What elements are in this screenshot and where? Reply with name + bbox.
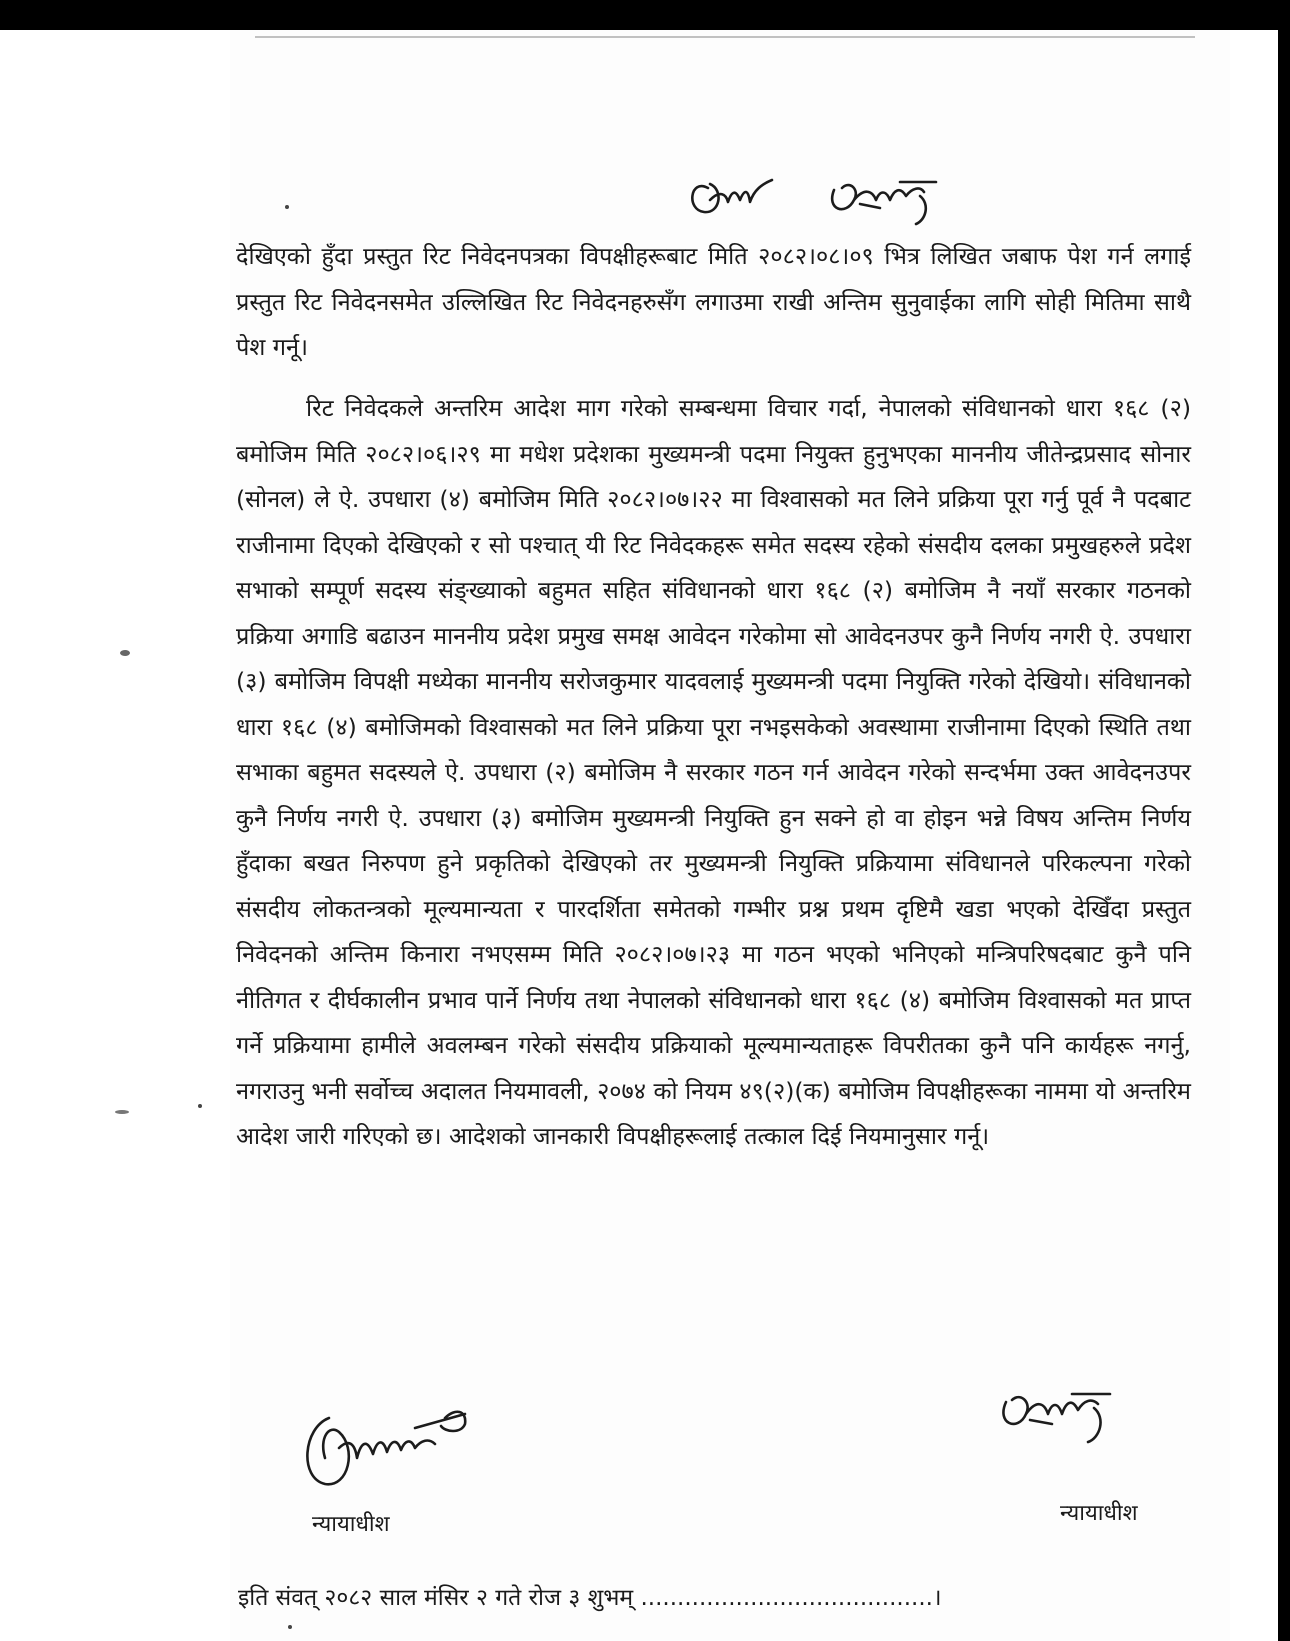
right-judge-label: न्यायाधीश xyxy=(1060,1501,1138,1526)
top-initial-signature-2 xyxy=(820,160,950,240)
closing-date-line: इति संवत् २०८२ साल मंसिर २ गते रोज ३ शुभम् ........................................। xyxy=(238,1585,942,1611)
scan-speck xyxy=(198,1104,202,1108)
scan-top-border xyxy=(0,0,1290,30)
scan-speck xyxy=(285,205,289,209)
scan-right-border xyxy=(1278,0,1290,1641)
scan-speck xyxy=(288,1625,292,1629)
right-judge-signature xyxy=(990,1368,1120,1458)
top-initial-signature-1 xyxy=(680,160,790,230)
left-judge-label: न्यायाधीश xyxy=(312,1512,390,1537)
scan-speck xyxy=(115,1110,129,1114)
paragraph-2: रिट निवेदकले अन्तरिम आदेश माग गरेको सम्बन्धमा विचार गर्दा, नेपालको संविधानको धारा १६८ (२) बमोजिम मिति २०८२।०६।२९ मा मधेश प्रदेशका मुख्यमन्त्री पदमा नियुक्त हुनुभएका माननीय जीतेन्द्रप्रसाद सोनार (सोनल) ले ऐ. उपधारा (४) बमोजिम मिति २०८२।०७।२२ मा विश्वासको मत लिने प्रक्रिया पूरा गर्नु पूर्व नै पदबाट राजीनामा दिएको देखिएको र सो पश्चात् यी रिट निवेदकहरू समेत सदस्य रहेको संसदीय दलका प्रमुखहरुले प्रदेश सभाको सम्पूर्ण सदस्य संङ्ख्याको बहुमत सहित संविधानको धारा १६८ (२) बमोजिम नै नयाँ सरकार गठनको प्रक्रिया अगाडि बढाउन माननीय प्रदेश प्रमुख समक्ष आवेदन गरेकोमा सो आवेदनउपर कुनै निर्णय नगरी ऐ. उपधारा (३) बमोजिम विपक्षी मध्येका माननीय सरोजकुमार यादवलाई मुख्यमन्त्री पदमा नियुक्ति गरेको देखियो। संविधानको धारा १६८ (४) बमोजिमको विश्वासको मत लिने प्रक्रिया पूरा नभइसकेको अवस्थामा राजीनामा दिएको स्थिति तथा सभाका बहुमत सदस्यले ऐ. उपधारा (२) बमोजिम नै सरकार गठन गर्न आवेदन गरेको सन्दर्भमा उक्त आवेदनउपर कुनै निर्णय नगरी ऐ. उपधारा (३) बमोजिम मुख्यमन्त्री नियुक्ति हुन सक्ने हो वा होइन भन्ने विषय अन्तिम निर्णय हुँदाका बखत निरुपण हुने प्रकृतिको देखिएको तर मुख्यमन्त्री नियुक्ति प्रक्रियामा संविधानले परिकल्पना गरेको संसदीय लोकतन्त्रको मूल्यमान्यता र पारदर्शिता समेतको गम्भीर प्रश्न प्रथम दृष्टिमै खडा भएको देखिँदा प्रस्तुत निवेदनको अन्तिम किनारा नभएसम्म मिति २०८२।०७।२३ मा गठन भएको भनिएको मन्त्रिपरिषदबाट कुनै पनि नीतिगत र दीर्घकालीन प्रभाव पार्ने निर्णय तथा नेपालको संविधानको धारा १६८ (४) बमोजिम विश्वासको मत प्राप्त गर्ने प्रक्रियामा हामीले अवलम्बन गरेको संसदीय प्रक्रियाको मूल्यमान्यताहरू विपरीतका कुनै पनि कार्यहरू नगर्नु, नगराउनु भनी सर्वोच्च अदालत नियमावली, २०७४ को नियम ४९(२)(क) बमोजिम विपक्षीहरूका नाममा यो अन्तरिम आदेश जारी गरिएको छ। आदेशको जानकारी विपक्षीहरूलाई तत्काल दिई नियमानुसार गर्नू। xyxy=(236,394,1191,1150)
page-fold-mark xyxy=(255,36,1195,52)
left-judge-signature xyxy=(295,1388,485,1498)
paragraph-1: देखिएको हुँदा प्रस्तुत रिट निवेदनपत्रका विपक्षीहरूबाट मिति २०८२।०८।०९ भित्र लिखित जबाफ पेश गर्न लगाई प्रस्तुत रिट निवेदनसमेत उल्लिखित रिट निवेदनहरुसँग लगाउमा राखी अन्तिम सुनुवाईका लागि सोही मितिमा साथै पेश गर्नू। xyxy=(236,242,1191,361)
scan-speck xyxy=(120,650,130,656)
